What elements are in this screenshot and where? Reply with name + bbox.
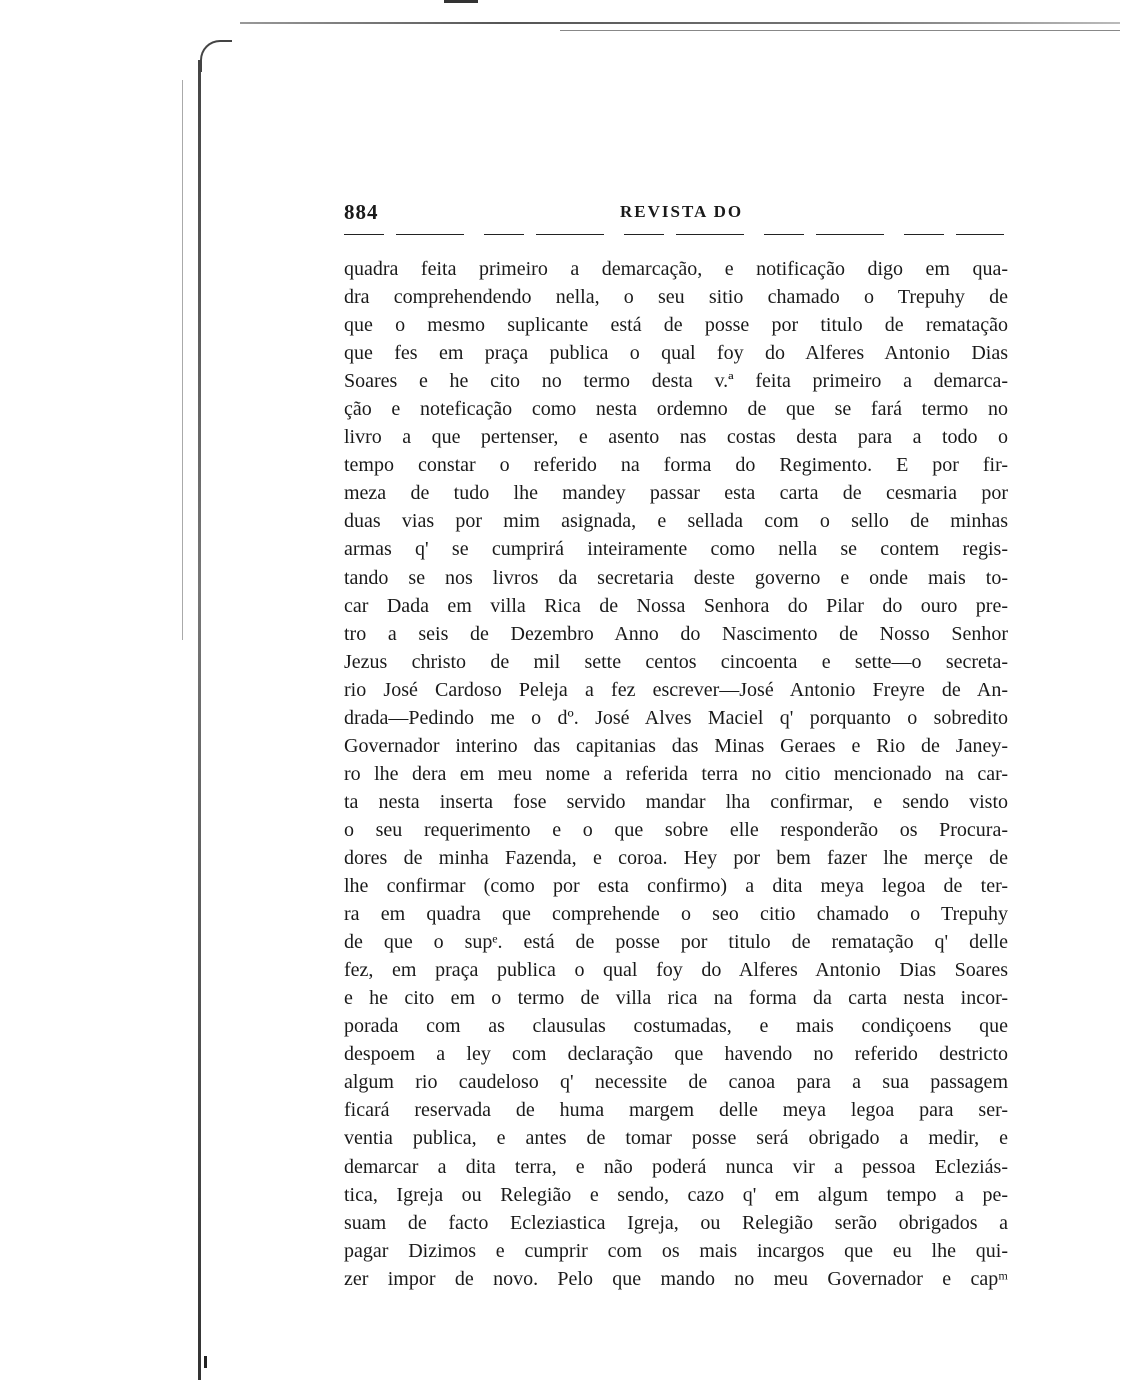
text-line: meza de tudo lhe mandey passar esta carta de cesmaria por xyxy=(344,482,1008,505)
scan-artifact-rule-secondary xyxy=(560,30,1120,31)
text-line: tica, Igreja ou Relegião e sendo, cazo q' em algum tempo a pe- xyxy=(344,1183,1008,1206)
running-title: REVISTA DO xyxy=(620,202,744,221)
text-line: zer impor de novo. Pelo que mando no meu Governador e capᵐ xyxy=(344,1267,1008,1290)
text-line: o seu requerimento e o que sobre elle responderão os Procura- xyxy=(344,818,1008,841)
text-line: armas q' se cumprirá inteiramente como nella se contem regis- xyxy=(344,538,1008,561)
text-line: despoem a ley com declaração que havendo no referido destricto xyxy=(344,1043,1008,1066)
text-line: algum rio caudeloso q' necessite de canoa para a sua passagem xyxy=(344,1071,1008,1094)
text-line: demarcar a dita terra, e não poderá nunca vir a pessoa Ecleziás- xyxy=(344,1155,1008,1178)
page-number: 884 xyxy=(344,200,379,224)
text-line: que o mesmo suplicante está de posse por titulo de rematação xyxy=(344,314,1008,337)
text-line: tempo constar o referido na forma do Regimento. E por fir- xyxy=(344,454,1008,477)
text-line: ção e noteficação como nesta ordemno de que se fará termo no xyxy=(344,398,1008,421)
text-line: ro lhe dera em meu nome a referida terra no citio mencionado na car- xyxy=(344,762,1008,785)
text-line: fez, em praça publica o qual foy do Alferes Antonio Dias Soares xyxy=(344,959,1008,982)
text-line: Soares e he cito no termo desta v.ª feita primeiro a demarca- xyxy=(344,370,1008,393)
book-page xyxy=(344,196,1010,1293)
text-line: lhe confirmar (como por esta confirmo) a dita meya legoa de ter- xyxy=(344,875,1008,898)
text-line: drada—Pedindo me o dº. José Alves Maciel q' porquanto o sobredito xyxy=(344,706,1008,729)
scan-artifact-mark xyxy=(444,0,478,3)
text-line: ra em quadra que comprehende o seo citio chamado o Trepuhy xyxy=(344,903,1008,926)
text-line: duas vias por mim asignada, e sellada com o sello de minhas xyxy=(344,510,1008,533)
text-line: rio José Cardoso Peleja a fez escrever—José Antonio Freyre de An- xyxy=(344,678,1008,701)
text-line: ventia publica, e antes de tomar posse será obrigado a medir, e xyxy=(344,1127,1008,1150)
scan-artifact-bottom-mark xyxy=(204,1356,207,1368)
text-line: tro a seis de Dezembro Anno do Nascimento de Nosso Senhor xyxy=(344,622,1008,645)
page-binding-curl xyxy=(200,40,232,72)
page-binding-edge xyxy=(198,60,201,1380)
text-line: dores de minha Fazenda, e coroa. Hey por bem fazer lhe merçe de xyxy=(344,846,1008,869)
text-line: ta nesta inserta fose servido mandar lha confirmar, e sendo visto xyxy=(344,790,1008,813)
text-line: e he cito em o termo de villa rica na forma da carta nesta incor- xyxy=(344,987,1008,1010)
text-line: ficará reservada de huma margem delle meya legoa para ser- xyxy=(344,1099,1008,1122)
running-head xyxy=(344,196,1010,236)
text-line: tando se nos livros da secretaria deste governo e onde mais to- xyxy=(344,566,1008,589)
text-line: Governador interino das capitanias das Minas Geraes e Rio de Janey- xyxy=(344,734,1008,757)
scan-artifact-rule xyxy=(240,22,1120,24)
text-line: car Dada em villa Rica de Nossa Senhora do Pilar do ouro pre- xyxy=(344,594,1008,617)
body-text xyxy=(344,255,1010,1293)
text-line: livro a que pertenser, e asento nas costas desta para a todo o xyxy=(344,426,1008,449)
text-line: de que o supᵉ. está de posse por titulo de rematação q' delle xyxy=(344,931,1008,954)
text-line: que fes em praça publica o qual foy do Alferes Antonio Dias xyxy=(344,342,1008,365)
header-rule xyxy=(344,234,1004,235)
text-line: pagar Dizimos e cumprir com os mais incargos que eu lhe qui- xyxy=(344,1239,1008,1262)
page-binding-shadow xyxy=(182,80,183,640)
text-line: suam de facto Ecleziastica Igreja, ou Relegião serão obrigados a xyxy=(344,1211,1008,1234)
text-line: Jezus christo de mil sette centos cincoenta e sette—o secreta- xyxy=(344,650,1008,673)
text-line: quadra feita primeiro a demarcação, e notificação digo em qua- xyxy=(344,258,1008,280)
text-line: dra comprehendendo nella, o seu sitio chamado o Trepuhy de xyxy=(344,286,1008,309)
text-line: porada com as clausulas costumadas, e mais condiçoens que xyxy=(344,1015,1008,1038)
